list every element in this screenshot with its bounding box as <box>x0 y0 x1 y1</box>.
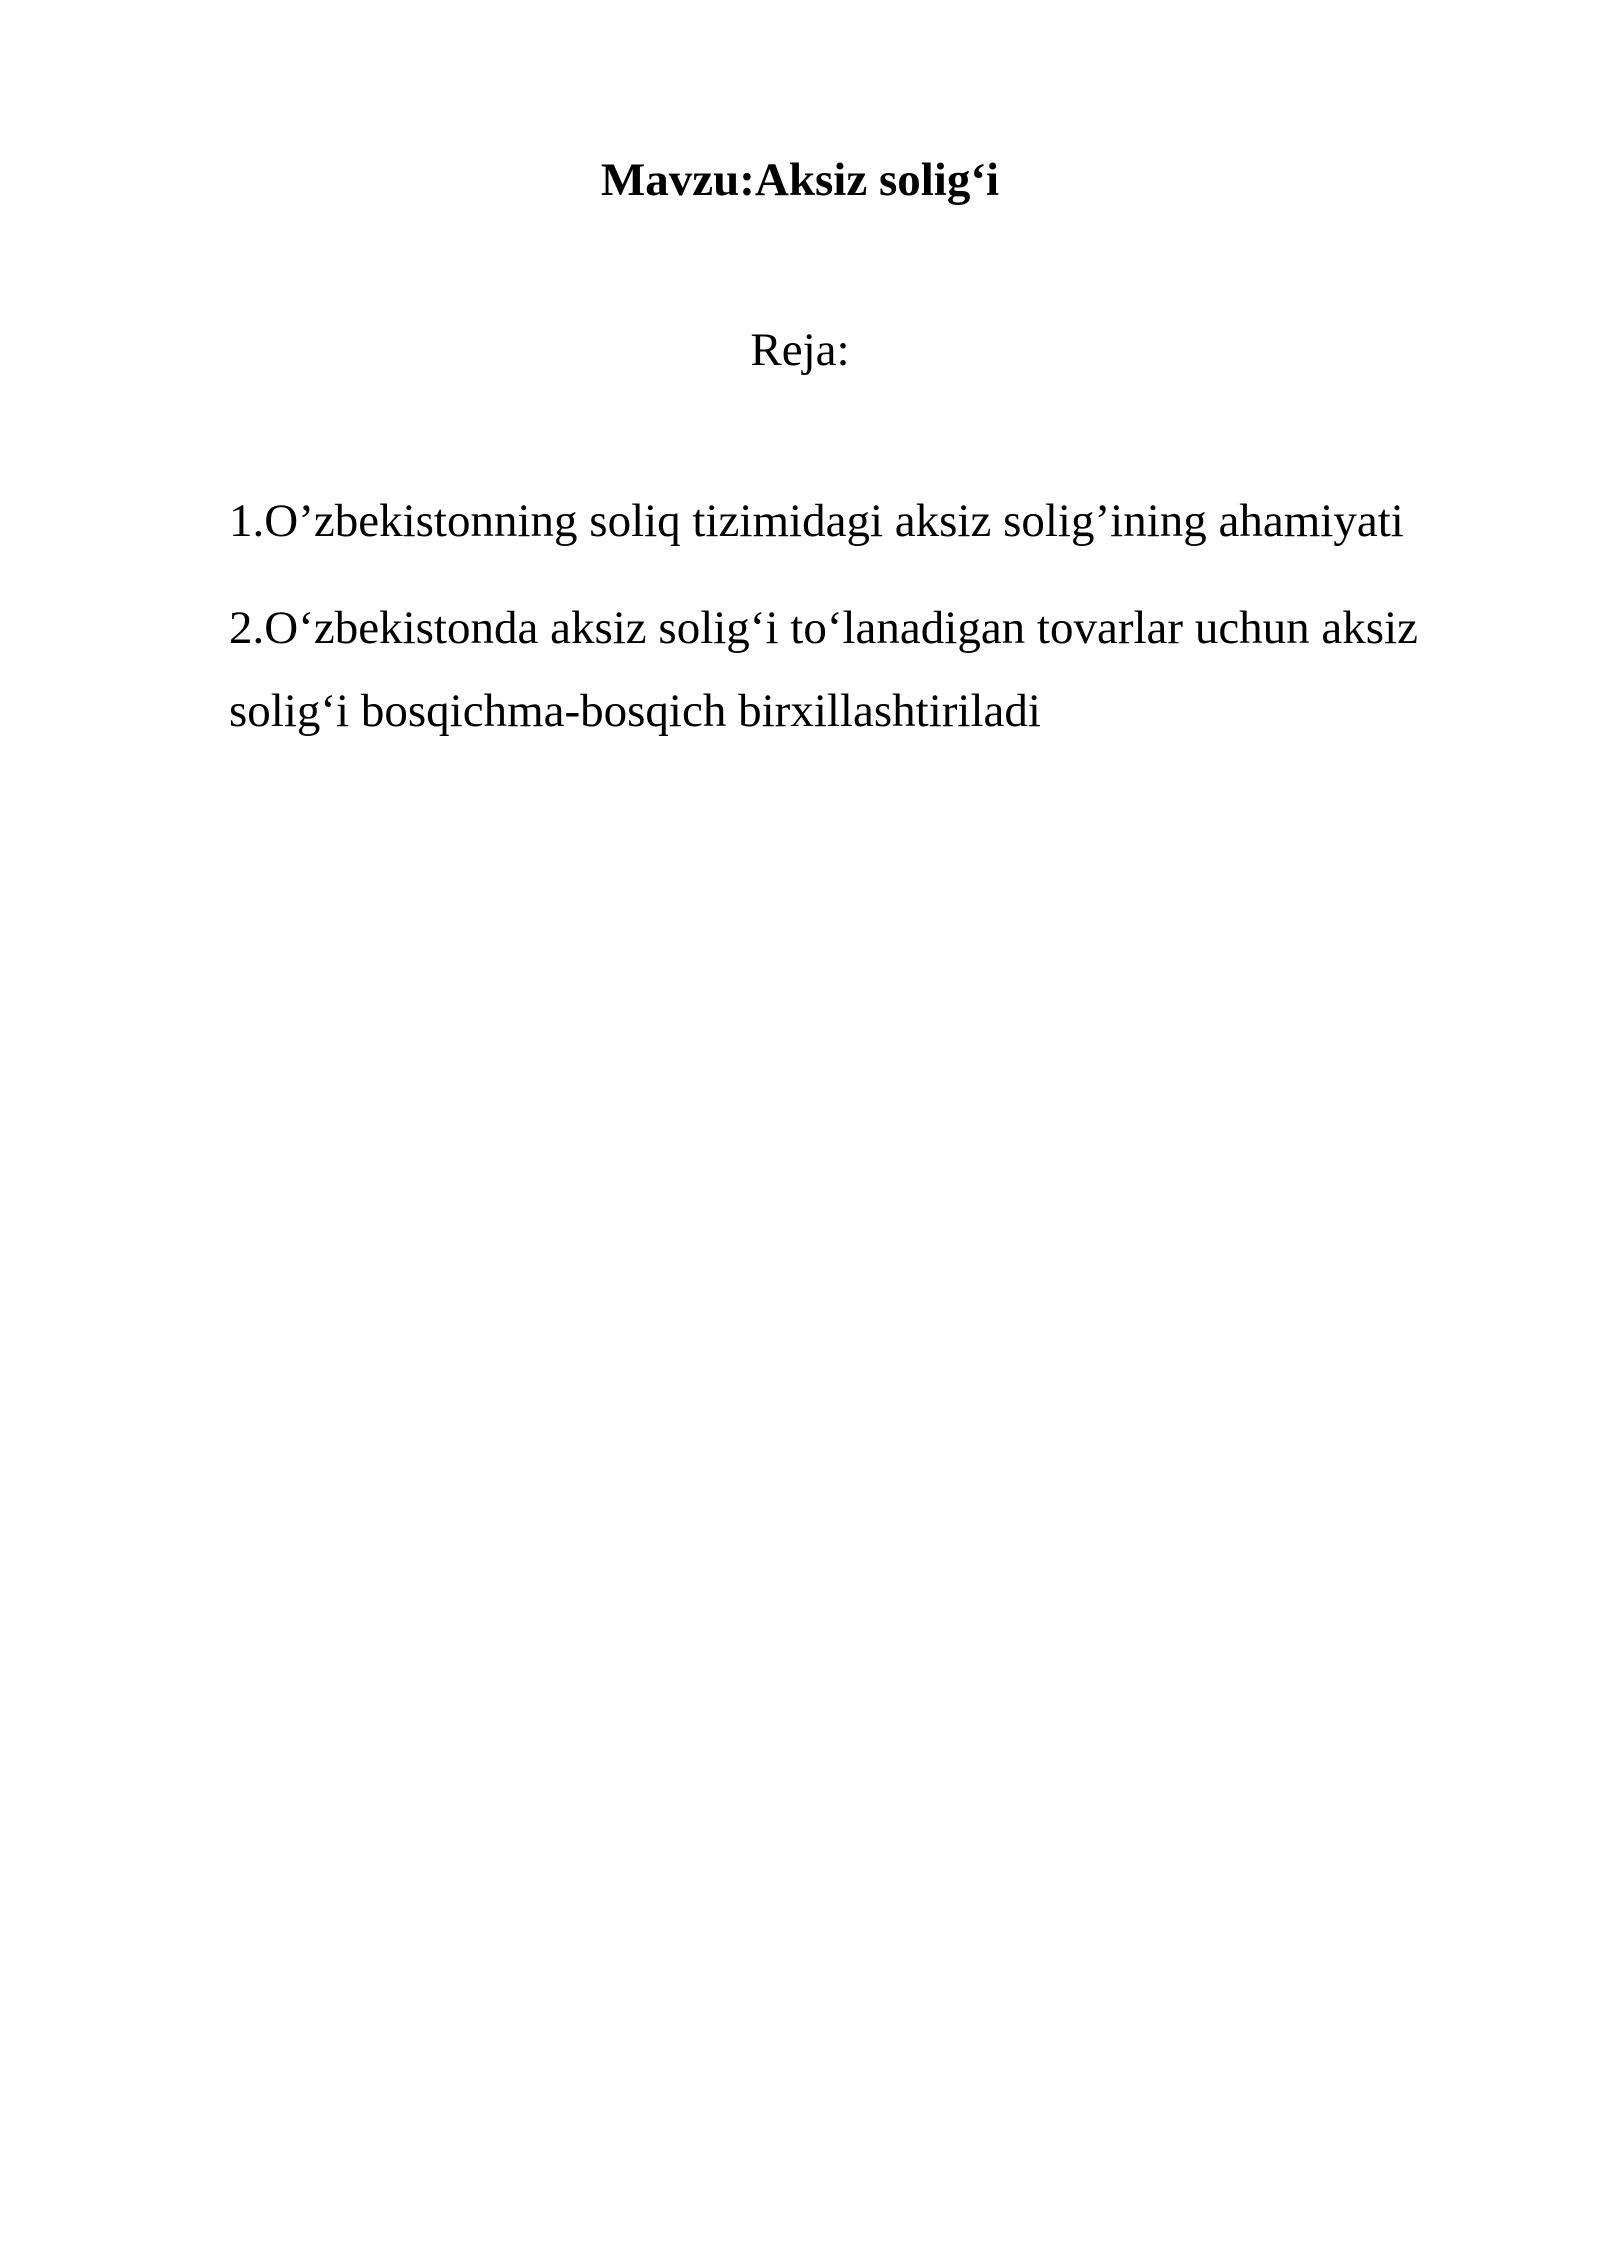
plan-item-1: 1.O’zbekistonning soliq tizimidagi aksiz solig’ining ahamiyati <box>229 495 1404 547</box>
page-title: Mavzu:Aksiz solig‘i <box>600 154 1000 206</box>
plan-heading: Reja: <box>750 324 850 376</box>
plan-list <box>229 480 1459 753</box>
plan-item-2: 2.O‘zbekistonda aksiz solig‘i to‘lanadigan tovarlar uchun aksiz solig‘i bosqichma-bosqich birxillashtiriladi <box>229 602 1418 737</box>
